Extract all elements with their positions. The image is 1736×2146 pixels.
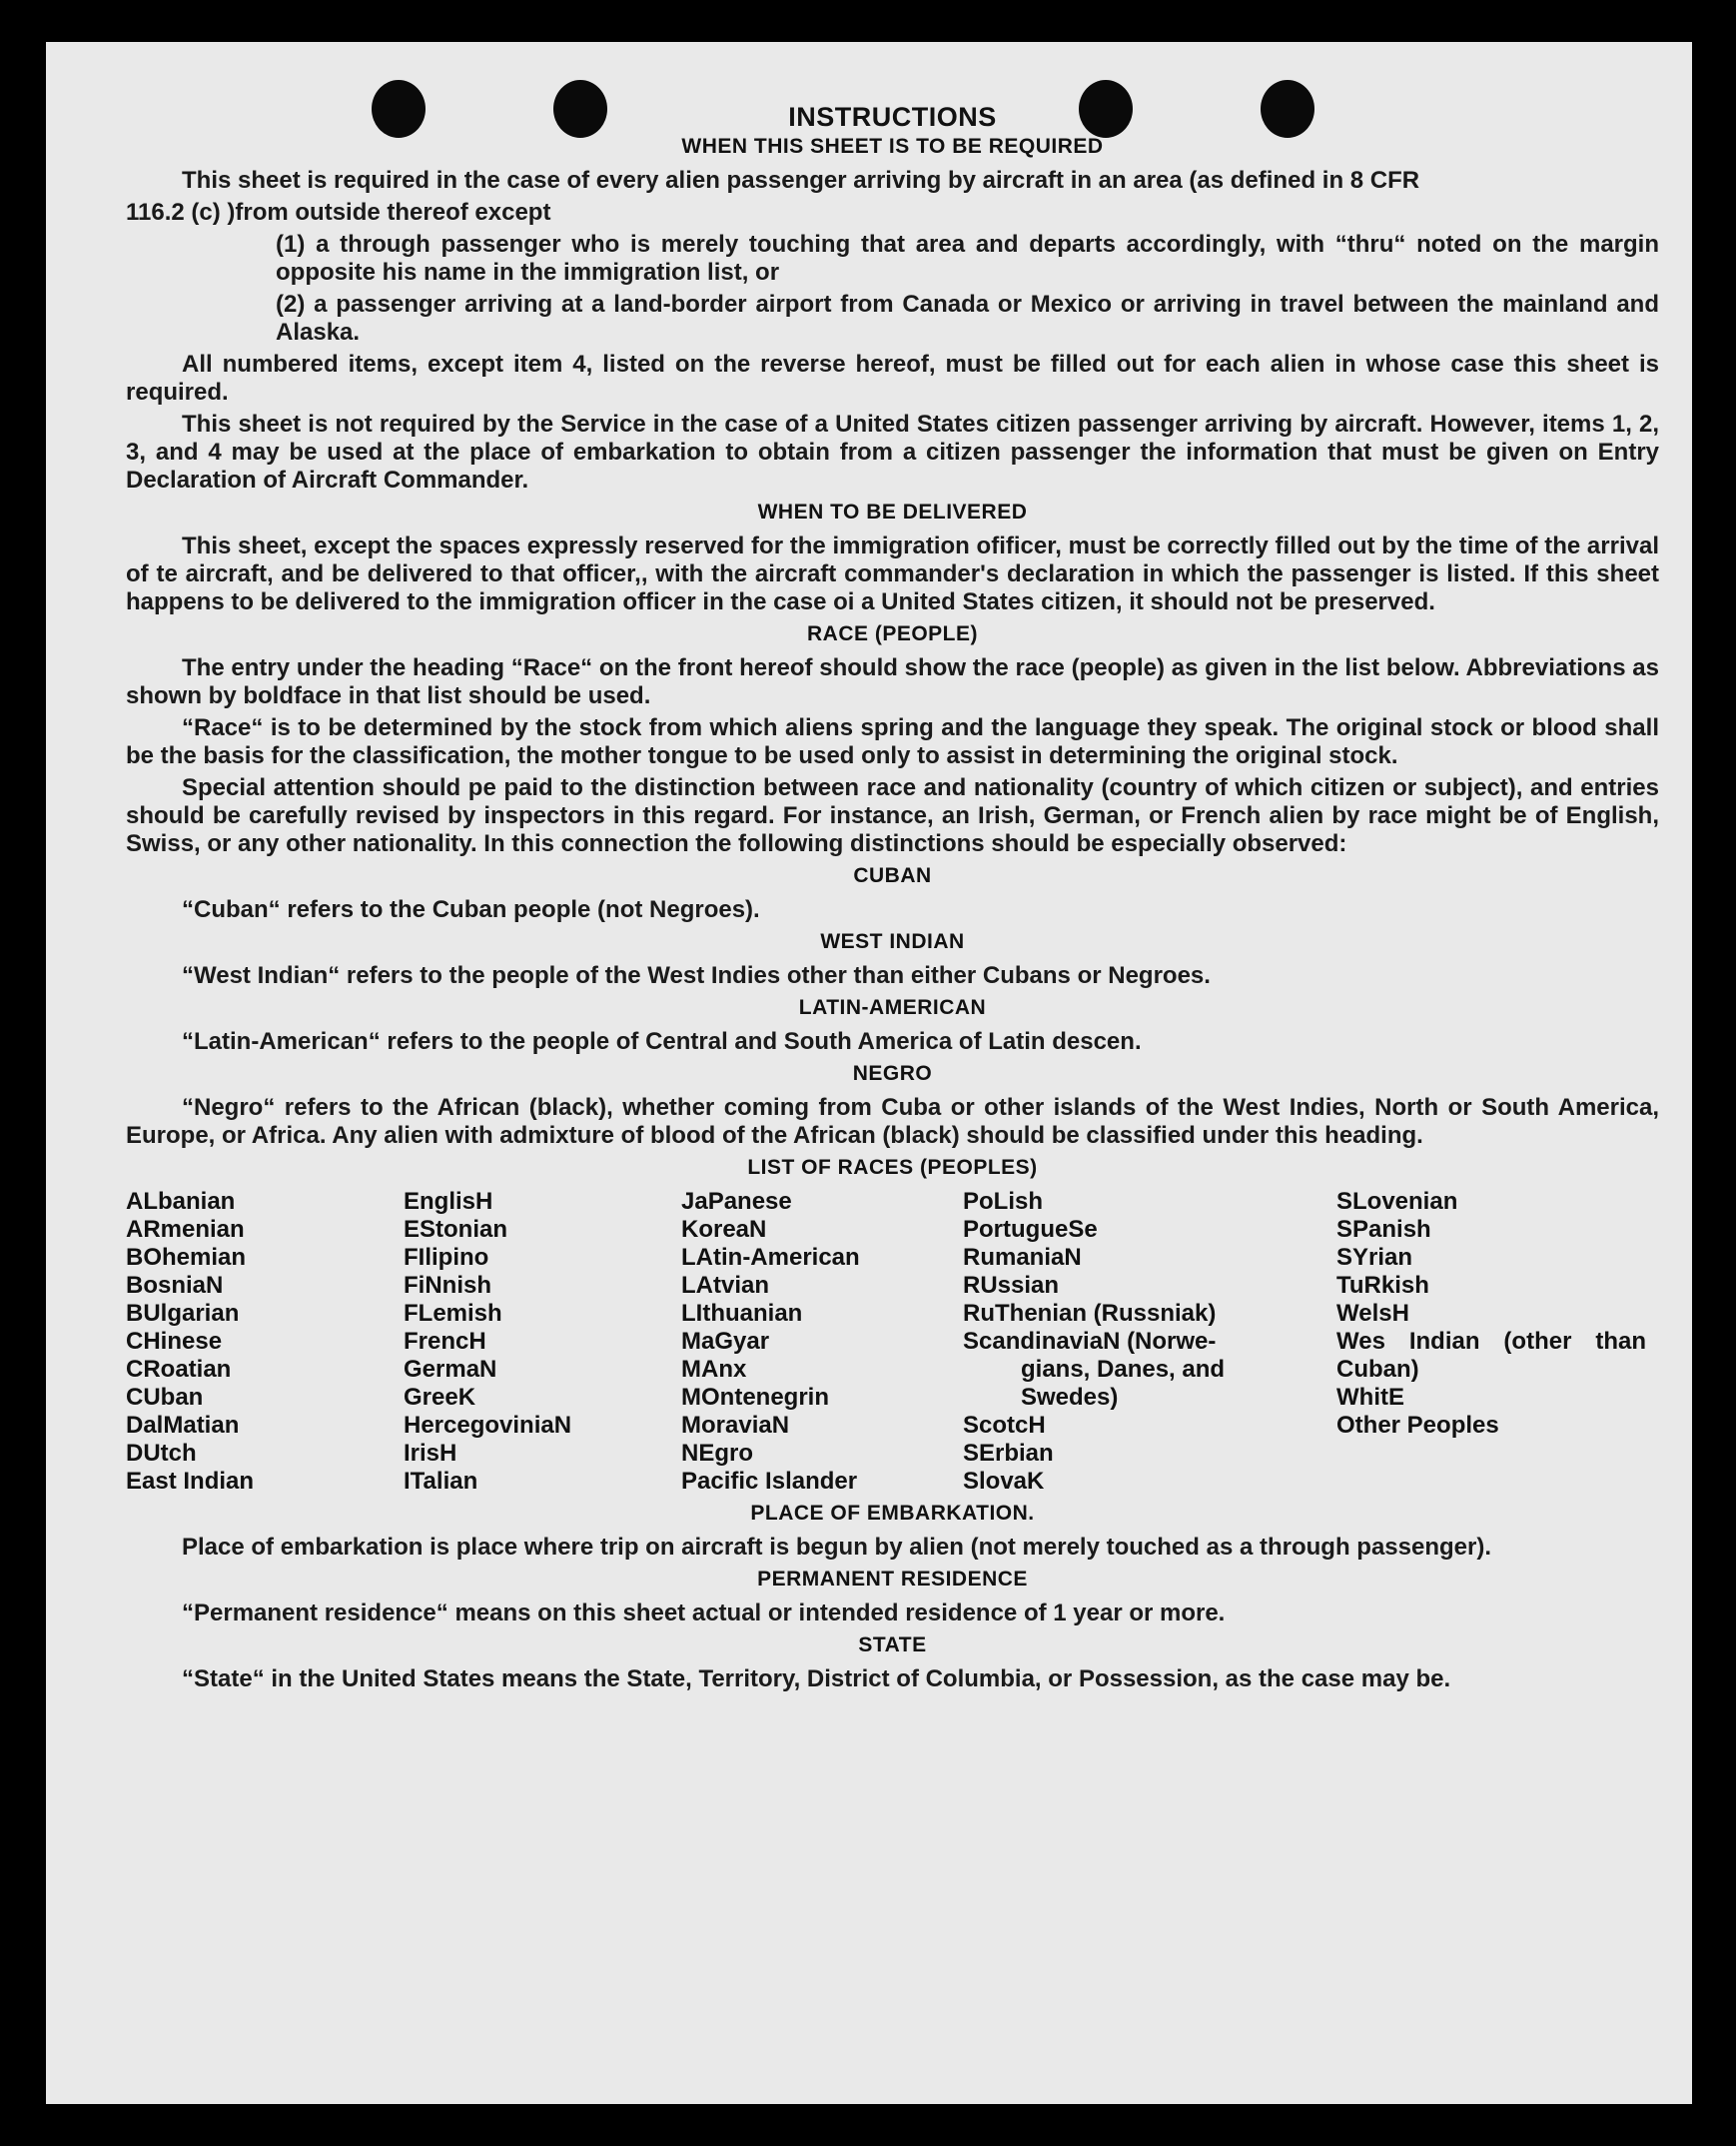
race-column-1 bbox=[126, 1188, 404, 1496]
list-item: SPanish bbox=[1336, 1216, 1431, 1243]
list-item: JaPanese bbox=[681, 1188, 792, 1215]
heading-cuban: CUBAN bbox=[853, 864, 932, 887]
list-item: CRoatian bbox=[126, 1356, 232, 1383]
list-item: ARmenian bbox=[126, 1216, 245, 1243]
list-item: FrencH bbox=[404, 1328, 486, 1355]
list-item: MoraviaN bbox=[681, 1412, 790, 1439]
list-item: East Indian bbox=[126, 1468, 255, 1495]
list-item: RuThenian (Russniak) bbox=[963, 1300, 1217, 1327]
paragraph: All numbered items, except item 4, listed on the reverse hereof, must be filled out for each alien in whose case this sheet is required. bbox=[126, 351, 1659, 406]
paragraph: 116.2 (c) )from outside thereof except bbox=[126, 199, 551, 226]
list-item: MOntenegrin bbox=[681, 1384, 829, 1411]
list-item: LAtin-American bbox=[681, 1244, 860, 1271]
list-item: ScandinaviaN (Norwe- bbox=[963, 1328, 1217, 1355]
heading-list-of-races: LIST OF RACES (PEOPLES) bbox=[747, 1156, 1038, 1179]
list-item: RumaniaN bbox=[963, 1244, 1082, 1271]
list-item: ALbanian bbox=[126, 1188, 236, 1215]
heading-latin-american: LATIN-AMERICAN bbox=[798, 996, 987, 1019]
race-column-3 bbox=[681, 1188, 963, 1496]
race-column-2 bbox=[404, 1188, 681, 1496]
paragraph: “Negro“ refers to the African (black), whether coming from Cuba or other islands of the West Indies, North or South America, Europe, or Africa. Any alien with admixture of blood of the African (black) should be classified under this heading. bbox=[126, 1094, 1659, 1149]
instructions-body bbox=[126, 102, 1659, 1697]
list-item: SlovaK bbox=[963, 1468, 1045, 1495]
list-item: ITalian bbox=[404, 1468, 478, 1495]
list-item: MAnx bbox=[681, 1356, 747, 1383]
list-item: FLemish bbox=[404, 1300, 502, 1327]
list-item: EnglisH bbox=[404, 1188, 493, 1215]
list-item: GermaN bbox=[404, 1356, 497, 1383]
list-item: MaGyar bbox=[681, 1328, 770, 1355]
list-item: NEgro bbox=[681, 1440, 753, 1467]
heading-place-of-embarkation: PLACE OF EMBARKATION. bbox=[750, 1502, 1035, 1525]
paragraph: “Permanent residence“ means on this sheet actual or intended residence of 1 year or more. bbox=[182, 1600, 1226, 1626]
list-item: GreeK bbox=[404, 1384, 476, 1411]
list-item: SLovenian bbox=[1336, 1188, 1458, 1215]
list-item: FIlipino bbox=[404, 1244, 489, 1271]
list-item: BosniaN bbox=[126, 1272, 224, 1299]
list-item: TuRkish bbox=[1336, 1272, 1429, 1299]
heading-west-indian: WEST INDIAN bbox=[820, 930, 965, 953]
list-item: LIthuanian bbox=[681, 1300, 803, 1327]
list-item: PoLish bbox=[963, 1188, 1044, 1215]
list-item: HercegoviniaN bbox=[404, 1412, 572, 1439]
list-item: KoreaN bbox=[681, 1216, 767, 1243]
paragraph: “West Indian“ refers to the people of the West Indies other than either Cubans or Negroes. bbox=[182, 962, 1211, 989]
paragraph: “State“ in the United States means the State, Territory, District of Columbia, or Possession, as the case may be. bbox=[182, 1665, 1451, 1692]
list-item: BOhemian bbox=[126, 1244, 247, 1271]
race-column-5 bbox=[1336, 1188, 1646, 1496]
paragraph: The entry under the heading “Race“ on the front hereof should show the race (people) as given in the list below. Abbreviations as shown by boldface in that list should be used. bbox=[126, 654, 1659, 709]
heading-state: STATE bbox=[858, 1633, 927, 1656]
list-item: EStonian bbox=[404, 1216, 508, 1243]
list-item: DUtch bbox=[126, 1440, 197, 1467]
paragraph: Special attention should pe paid to the distinction between race and nationality (country of which citizen or subject), and entries should be carefully revised by inspectors in this regard. For instance, an Irish, German, or French alien by race might be of English, Swiss, or any other nationality. In this connection the following distinctions should be especially observed: bbox=[126, 774, 1659, 857]
list-item: Pacific Islander bbox=[681, 1468, 858, 1495]
list-item: LAtvian bbox=[681, 1272, 770, 1299]
list-item: IrisH bbox=[404, 1440, 457, 1467]
heading-permanent-residence: PERMANENT RESIDENCE bbox=[757, 1568, 1028, 1591]
paragraph: This sheet, except the spaces expressly reserved for the immigration ofificer, must be correctly filled out by the time of the arrival of te aircraft, and be delivered to that officer,, with the aircraft commander's declaration in which the passenger is listed. If this sheet happens to be delivered to the immigration officer in the case oi a United States citizen, it should not be preserved. bbox=[126, 533, 1659, 615]
list-item: Swedes) bbox=[1021, 1384, 1119, 1411]
race-list bbox=[126, 1188, 1659, 1496]
list-item: gians, Danes, and bbox=[1021, 1356, 1226, 1383]
paragraph: “Cuban“ refers to the Cuban people (not Negroes). bbox=[182, 896, 760, 923]
list-item: WhitE bbox=[1336, 1384, 1404, 1411]
list-item: CUban bbox=[126, 1384, 204, 1411]
heading-negro: NEGRO bbox=[852, 1062, 933, 1085]
list-item: SYrian bbox=[1336, 1244, 1413, 1271]
paragraph: This sheet is required in the case of every alien passenger arriving by aircraft in an area (as defined in 8 CFR bbox=[182, 167, 1420, 194]
list-item: Other Peoples bbox=[1336, 1412, 1499, 1439]
document-page bbox=[46, 42, 1692, 2104]
paragraph: “Latin-American“ refers to the people of Central and South America of Latin descen. bbox=[182, 1028, 1142, 1055]
heading-when-required: WHEN THIS SHEET IS TO BE REQUIRED bbox=[681, 135, 1104, 158]
list-item: CHinese bbox=[126, 1328, 223, 1355]
list-item: Wes Indian (other than Cuban) bbox=[1336, 1328, 1646, 1383]
heading-when-delivered: WHEN TO BE DELIVERED bbox=[757, 501, 1028, 524]
list-item: FiNnish bbox=[404, 1272, 491, 1299]
list-item: DalMatian bbox=[126, 1412, 240, 1439]
list-item: (2) a passenger arriving at a land-border airport from Canada or Mexico or arriving in travel between the mainland and Alaska. bbox=[276, 291, 1659, 346]
heading-race: RACE (PEOPLE) bbox=[806, 622, 978, 645]
list-item: PortugueSe bbox=[963, 1216, 1098, 1243]
list-item: BUlgarian bbox=[126, 1300, 240, 1327]
list-item: RUssian bbox=[963, 1272, 1060, 1299]
list-item: ScotcH bbox=[963, 1412, 1046, 1439]
paragraph: This sheet is not required by the Service in the case of a United States citizen passenger arriving by aircraft. However, items 1, 2, 3, and 4 may be used at the place of embarkation to obtain from a citizen passenger the information that must be given on Entry Declaration of Aircraft Commander. bbox=[126, 411, 1659, 494]
list-item: (1) a through passenger who is merely touching that area and departs accordingly, with “thru“ noted on the margin opposite his name in the immigration list, or bbox=[276, 231, 1659, 286]
paragraph: “Race“ is to be determined by the stock from which aliens spring and the language they speak. The original stock or blood shall be the basis for the classification, the mother tongue to be used only to assist in determining the original stock. bbox=[126, 714, 1659, 769]
paragraph: Place of embarkation is place where trip on aircraft is begun by alien (not merely touched as a through passenger). bbox=[182, 1534, 1491, 1561]
list-item: SErbian bbox=[963, 1440, 1054, 1467]
race-column-4 bbox=[963, 1188, 1336, 1496]
page-title: INSTRUCTIONS bbox=[788, 102, 997, 132]
list-item: WelsH bbox=[1336, 1300, 1409, 1327]
